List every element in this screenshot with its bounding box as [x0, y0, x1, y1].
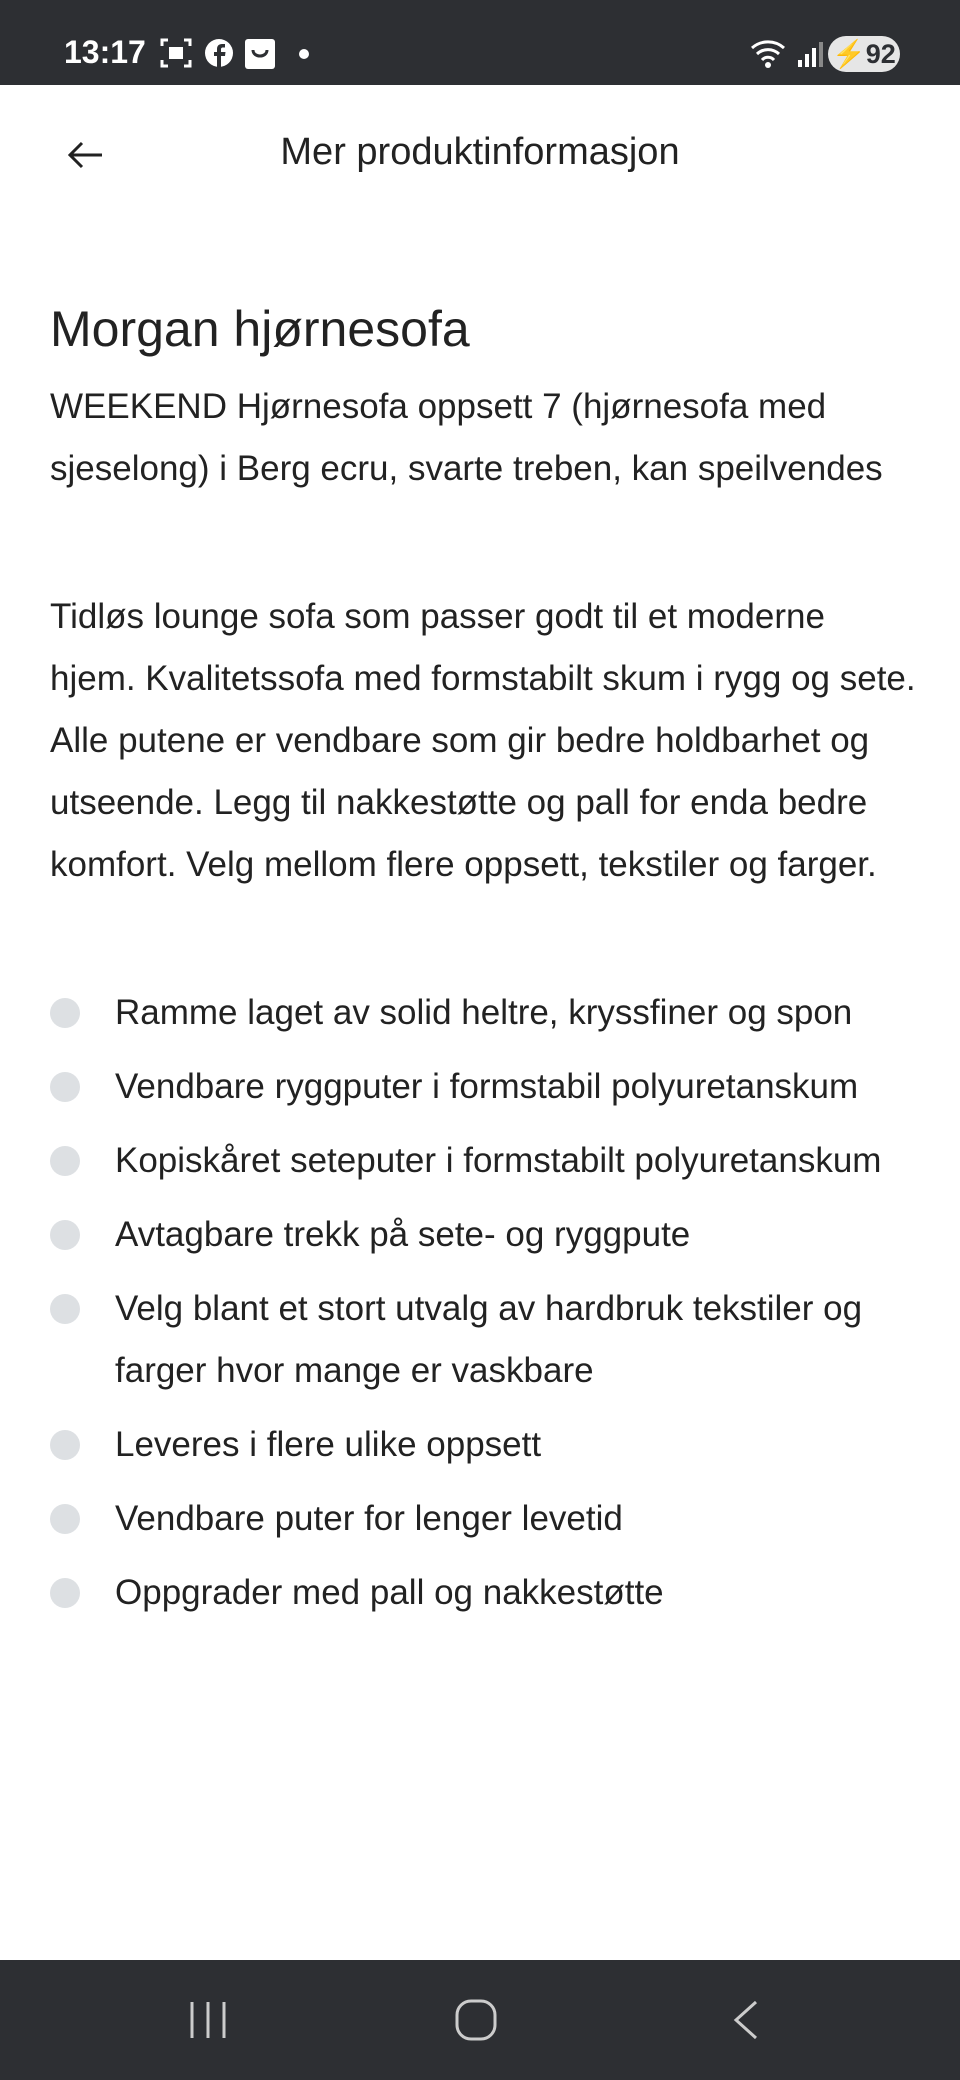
feature-list [50, 982, 920, 1624]
wifi-icon [750, 38, 790, 70]
list-item [50, 1130, 920, 1192]
recent-apps-button[interactable] [188, 1998, 228, 2047]
feature-text: Oppgrader med pall og nakkestøtte [115, 1573, 664, 1612]
product-description: Tidløs lounge sofa som passer godt til et moderne hjem. Kvalitetssofa med formstabilt skum i rygg og sete. Alle putene er vendbare som gir bedre holdbarhet og utseende. Legg til nakkestøtte og pall for enda bedre komfort. Velg mellom flere oppsett, tekstiler og farger. [50, 597, 916, 884]
feature-text: Velg blant et stort utvalg av hardbruk tekstiler og farger hvor mange er vaskbare [115, 1289, 863, 1390]
recent-apps-icon [188, 1998, 228, 2042]
list-item [50, 1414, 920, 1476]
list-item [50, 1278, 920, 1402]
bullet-icon [50, 1220, 80, 1250]
bullet-icon [50, 1294, 80, 1324]
notification-dot-icon [298, 48, 310, 60]
battery-level: 92 [865, 39, 896, 69]
home-button[interactable] [454, 1998, 498, 2047]
status-time: 13:17 [64, 34, 146, 70]
top-app-bar [0, 85, 960, 225]
bullet-icon [50, 1578, 80, 1608]
feature-text: Vendbare ryggputer i formstabil polyuretanskum [115, 1067, 859, 1106]
bullet-icon [50, 1146, 80, 1176]
page-title: Mer produktinformasjon [280, 131, 680, 173]
home-icon [454, 1998, 498, 2042]
bullet-icon [50, 1430, 80, 1460]
back-button[interactable] [728, 1998, 764, 2047]
bullet-icon [50, 1504, 80, 1534]
back-icon [728, 1998, 764, 2042]
feature-text: Leveres i flere ulike oppsett [115, 1425, 542, 1464]
product-info [50, 300, 920, 1636]
list-item [50, 1204, 920, 1266]
list-item [50, 982, 920, 1044]
feature-text: Ramme laget av solid heltre, kryssfiner og spon [115, 993, 853, 1032]
bullet-icon [50, 1072, 80, 1102]
product-name: Morgan hjørnesofa [50, 301, 470, 357]
feature-text: Avtagbare trekk på sete- og ryggpute [115, 1215, 691, 1254]
signal-icon [796, 40, 824, 68]
bullet-icon [50, 998, 80, 1028]
feature-text: Vendbare puter for lenger levetid [115, 1499, 623, 1538]
list-item [50, 1488, 920, 1550]
status-bar [0, 0, 960, 85]
list-item [50, 1562, 920, 1624]
system-navigation-bar [0, 1960, 960, 2080]
facebook-icon [204, 38, 234, 68]
screenshot-icon [160, 38, 192, 68]
product-subtitle: WEEKEND Hjørnesofa oppsett 7 (hjørnesofa med sjeselong) i Berg ecru, svarte treben, kan speilvendes [50, 387, 883, 488]
feature-text: Kopiskåret seteputer i formstabilt polyuretanskum [115, 1141, 882, 1180]
battery-indicator: ⚡92 [828, 36, 900, 72]
list-item [50, 1056, 920, 1118]
shopping-app-icon [244, 38, 276, 70]
